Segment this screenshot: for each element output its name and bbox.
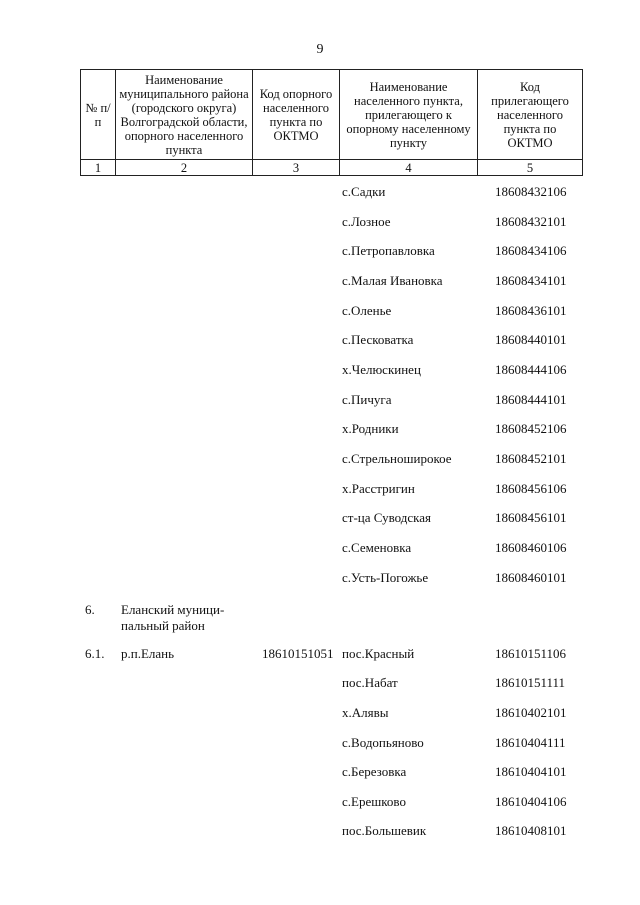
adjacent-code: 18608444106 [495,362,567,377]
header-col-adjacent-code: Код прилегающего населенного пункта по ОКТМО [478,70,583,160]
adjacent-code: 18608452101 [495,451,567,466]
header-num-2: 2 [116,160,253,176]
adjacent-code: 18610404101 [495,764,567,779]
adjacent-name: пос.Набат [342,675,398,690]
adjacent-code: 18608432101 [495,214,567,229]
adjacent-code: 18608456106 [495,481,567,496]
adjacent-code: 18610404111 [495,735,566,750]
adjacent-code: 18608440101 [495,332,567,347]
header-num-4: 4 [340,160,478,176]
district-name [121,602,247,634]
adjacent-code: 18608460101 [495,570,567,585]
adjacent-code: 18608452106 [495,421,567,436]
header-col-number: № п/п [81,70,116,160]
header-col-support-code: Код опорного населенного пункта по ОКТМО [253,70,340,160]
adjacent-code: 18610402101 [495,705,567,720]
adjacent-name: с.Пичуга [342,392,392,407]
adjacent-code: 18608456101 [495,510,567,525]
adjacent-code: 18608434101 [495,273,567,288]
adjacent-name: с.Стрельноширокое [342,451,452,466]
adjacent-name: с.Семеновка [342,540,412,555]
adjacent-name: с.Водопьяново [342,735,424,750]
adjacent-name: х.Алявы [342,705,389,720]
adjacent-code: 18608436101 [495,303,567,318]
adjacent-name: пос.Большевик [342,823,427,838]
support-name: р.п.Елань [121,646,175,661]
header-num-5: 5 [478,160,583,176]
adjacent-name: с.Малая Ивановка [342,273,443,288]
adjacent-name: х.Родники [342,421,399,436]
adjacent-code: 18610404106 [495,794,567,809]
page-number: 9 [316,42,324,57]
adjacent-name: х.Расстригин [342,481,415,496]
district-name-line1: Еланский муници- [121,602,225,617]
adjacent-name: с.Песковатка [342,332,414,347]
adjacent-name: с.Березовка [342,764,407,779]
adjacent-name: с.Оленье [342,303,392,318]
adjacent-code: 18610151106 [495,646,567,661]
adjacent-name: с.Петропавловка [342,243,435,258]
adjacent-name: с.Садки [342,184,386,199]
district-number: 6. [85,602,95,617]
adjacent-name: х.Челюскинец [342,362,421,377]
support-number: 6.1. [85,646,105,661]
adjacent-code: 18610151111 [495,675,566,690]
adjacent-code: 18608432106 [495,184,567,199]
header-col-adjacent-name: Наименование населенного пункта, прилегающего к опорному населенному пункту [340,70,478,160]
adjacent-name: с.Лозное [342,214,391,229]
header-num-1: 1 [81,160,116,176]
adjacent-name: пос.Красный [342,646,415,661]
adjacent-code: 18610408101 [495,823,567,838]
adjacent-code: 18608434106 [495,243,567,258]
adjacent-name: с.Усть-Погожье [342,570,429,585]
header-col-district: Наименование муниципального района (городского округа) Волгоградской области, опорного населенного пункта [116,70,253,160]
adjacent-name: с.Ерешково [342,794,406,809]
header-num-3: 3 [253,160,340,176]
adjacent-name: ст-ца Суводская [342,510,432,525]
district-name-line2: пальный район [121,618,205,633]
support-code: 18610151051 [262,646,334,661]
adjacent-code: 18608444101 [495,392,567,407]
adjacent-code: 18608460106 [495,540,567,555]
